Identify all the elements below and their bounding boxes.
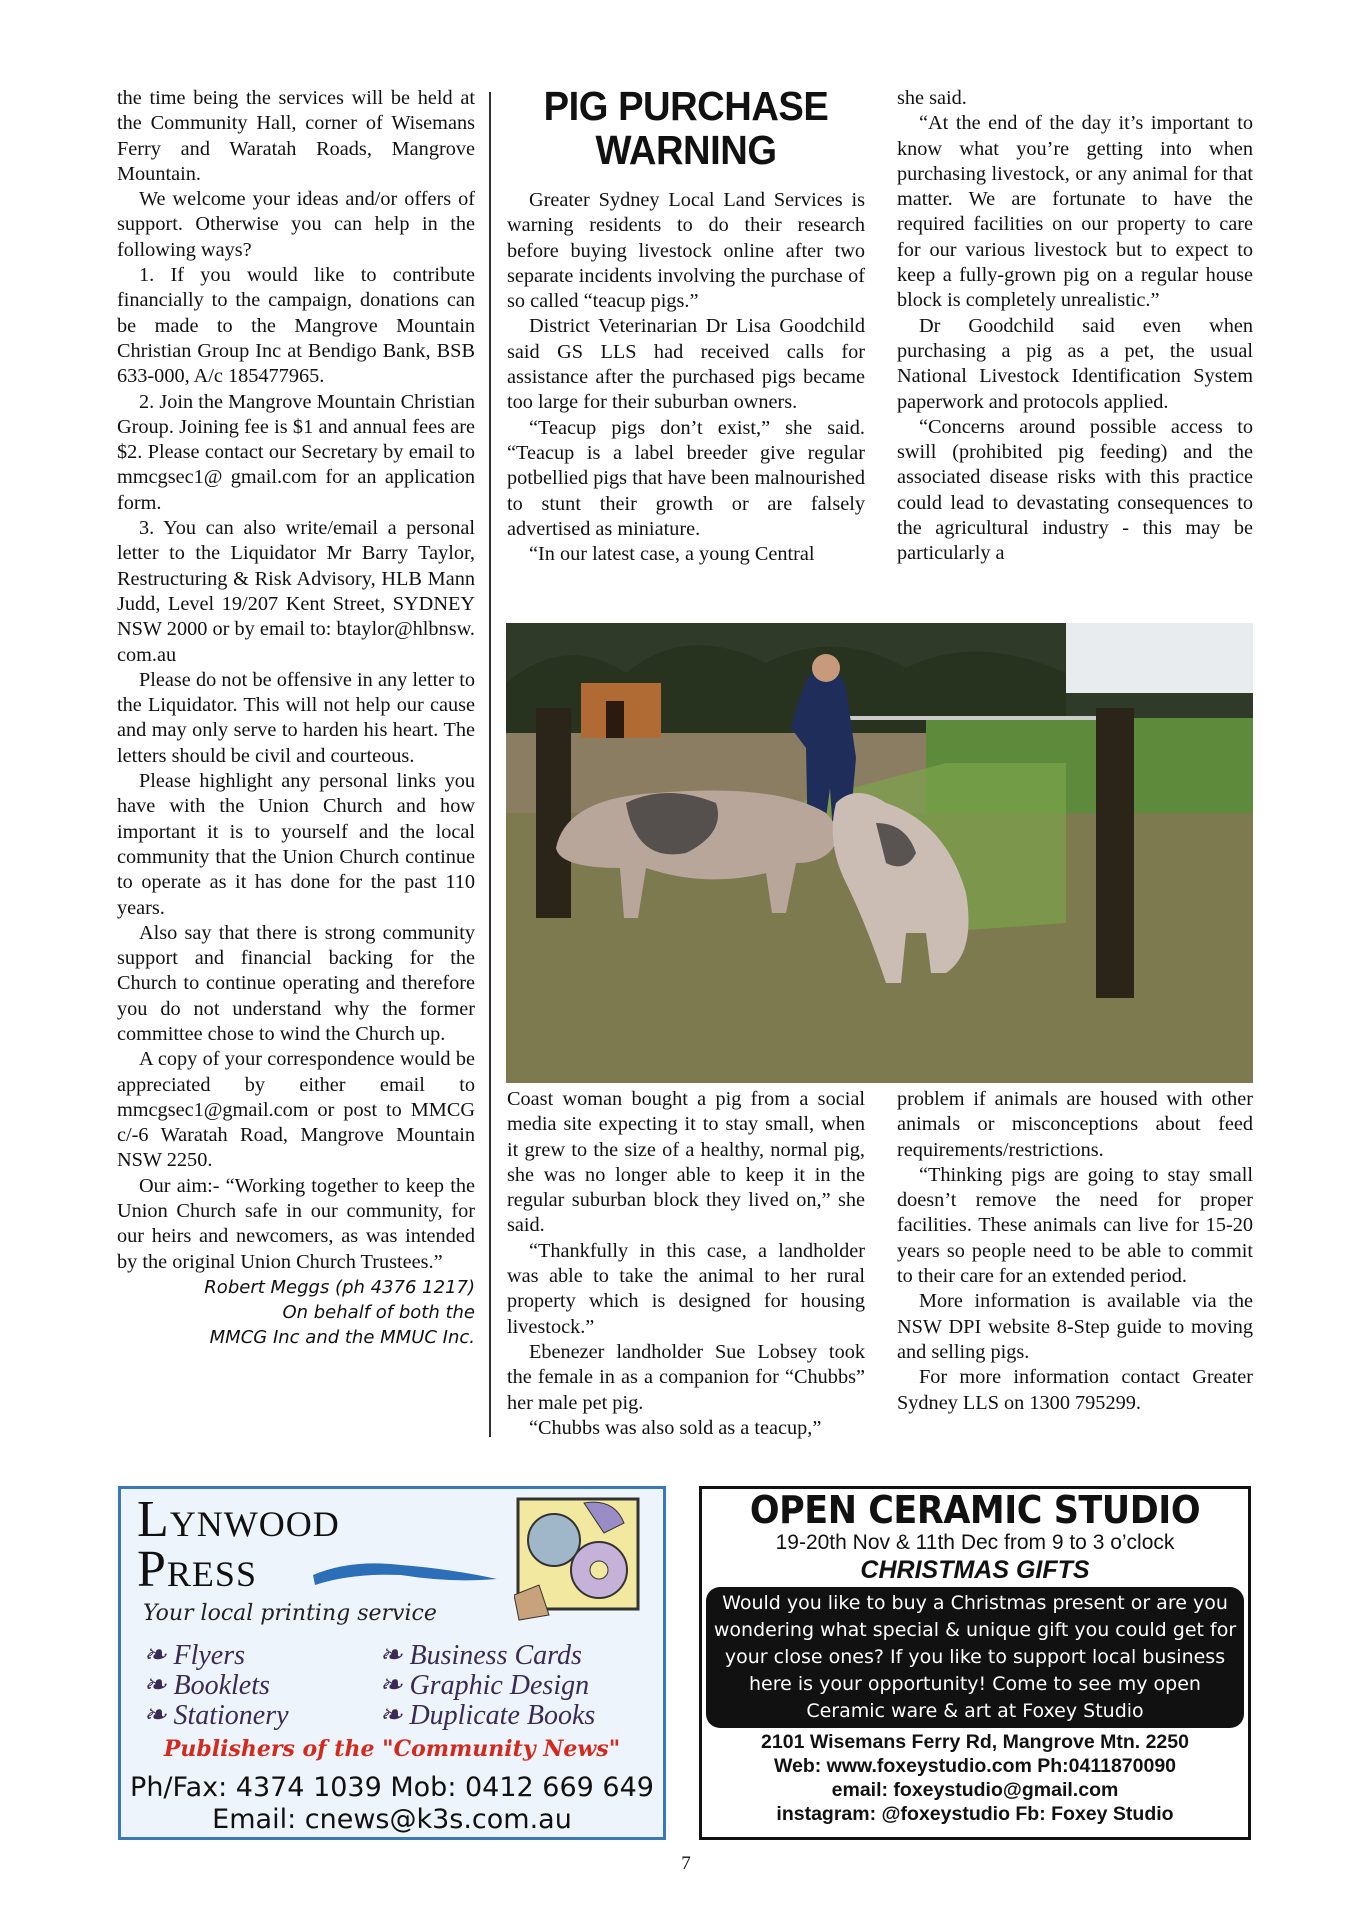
- paragraph: “Chubbs was also sold as a teacup,”: [529, 1416, 822, 1439]
- services-list-right: [379, 1641, 595, 1731]
- paragraph: District Veterinarian Dr Lisa Goodchild said GS LLS had received calls for assistance after the purchased pigs became too large for their suburban owners.: [507, 315, 865, 414]
- service-item: ❧ Business Cards: [379, 1640, 582, 1671]
- paragraph: We welcome your ideas and/or offers of support. Otherwise you can help in the following ways?: [117, 188, 475, 261]
- paragraph: Also say that there is strong community support and financial backing for the Church to continue operating and therefore you do not understand why the former committee chose to wind the Church up.: [117, 921, 475, 1045]
- ad-social: instagram: @foxeystudio Fb: Foxey Studio: [776, 1803, 1174, 1825]
- ad-subtitle: CHRISTMAS GIFTS: [860, 1556, 1090, 1584]
- paragraph: 3. You can also write/email a personal letter to the Liquidator Mr Barry Taylor, Restructuring & Risk Advisory, HLB Mann Judd, Level 19/207 Kent Street, SYDNEY NSW 2000 or by email to: btaylor@hlbnsw. com.au: [117, 517, 475, 666]
- paragraph: More information is available via the NSW DPI website 8-Step guide to moving and selling pigs.: [897, 1290, 1253, 1363]
- paragraph: Our aim:- “Working together to keep the Union Church safe in our community, for our heirs and newcomers, as was intended by the original Union Church Trustees.”: [117, 1174, 475, 1273]
- column-divider: [489, 92, 491, 1437]
- paragraph: “In our latest case, a young Central: [529, 543, 815, 566]
- ad-tagline: Your local printing service: [143, 1601, 437, 1626]
- ad-email: email: foxeystudio@gmail.com: [831, 1779, 1119, 1801]
- article-column-middle-continued: [507, 1087, 865, 1441]
- service-item: ❧ Stationery: [143, 1700, 289, 1731]
- paragraph: Please do not be offensive in any letter to the Liquidator. This will not help our cause and may only serve to harden his heart. The letters should be civil and courteous.: [117, 668, 475, 767]
- service-item: ❧ Graphic Design: [379, 1670, 590, 1701]
- paragraph: For more information contact Greater Sydney LLS on 1300 795299.: [897, 1366, 1253, 1414]
- email: Email: cnews@k3s.com.au: [212, 1804, 572, 1835]
- signature-line: On behalf of both the: [282, 1301, 475, 1323]
- article-column-right-continued: [897, 1087, 1253, 1416]
- ad-dates: 19-20th Nov & 11th Dec from 9 to 3 o’clock: [775, 1531, 1175, 1554]
- paragraph: problem if animals are housed with other animals or misconceptions about feed requirements/restrictions.: [897, 1088, 1253, 1161]
- article-column-middle: [507, 188, 865, 567]
- paragraph: she said.: [897, 87, 967, 109]
- ad-address: 2101 Wisemans Ferry Rd, Mangrove Mtn. 2250: [761, 1731, 1189, 1753]
- paragraph: “Thankfully in this case, a landholder was able to take the animal to her rural property which is designed for housing livestock.”: [507, 1239, 865, 1338]
- brush-stroke-icon: [311, 1557, 501, 1587]
- headline-line: PIG PURCHASE: [543, 83, 829, 129]
- paragraph: Ebenezer landholder Sue Lobsey took the female in as a companion for “Chubbs” her male pet pig.: [507, 1340, 865, 1414]
- article-headline: [520, 84, 853, 172]
- paragraph: “At the end of the day it’s important to know what you’re getting into when purchasing livestock, or any animal for that matter. We are fortunate to have the required facilities on our property to care for our various livestock but to expect to keep a fully-grown pig on a regular house block is completely unrealistic.”: [897, 112, 1253, 312]
- paragraph: “Teacup pigs don’t exist,” she said. “Teacup is a label breeder give regular potbellied pigs that have been malnourished to stunt their growth or are falsely advertised as miniature.: [507, 416, 865, 540]
- paragraph: Greater Sydney Local Land Services is warning residents to do their research before buying livestock online after two separate incidents involving the purchase of so called “teacup pigs.”: [507, 189, 865, 313]
- paragraph: the time being the services will be held at the Community Hall, corner of Wisemans Ferry and Waratah Roads, Mangrove Mountain.: [117, 87, 475, 185]
- contact-info: [121, 1772, 663, 1836]
- ad-title-line: Press: [137, 1541, 257, 1598]
- printing-press-logo-icon: [514, 1495, 644, 1623]
- paragraph: 2. Join the Mangrove Mountain Christian Group. Joining fee is $1 and annual fees are $2. Please contact our Secretary by email to mmcgsec1@ gmail.com for an application form.: [117, 390, 475, 514]
- paragraph: Please highlight any personal links you have with the Union Church and how important it is to yourself and the local community that the Union Church continue to operate as it has done for the past 110 years.: [117, 770, 475, 919]
- paragraph: Coast woman bought a pig from a social media site expecting it to stay small, when it grew to the size of a healthy, normal pig, she was no longer able to keep it in the regular suburban block they lived on,” she said.: [507, 1088, 865, 1237]
- article-column-right: [897, 86, 1253, 567]
- page-number: 7: [681, 1853, 691, 1874]
- ceramic-studio-ad: [699, 1486, 1251, 1840]
- paragraph: 1. If you would like to contribute financially to the campaign, donations can be made to the Mangrove Mountain Christian Group Inc at Bendigo Bank, BSB 633-000, A/c 185477965.: [117, 264, 475, 388]
- service-item: ❧ Duplicate Books: [379, 1700, 596, 1731]
- pigs-photo: [506, 623, 1253, 1083]
- left-column: [117, 86, 475, 1350]
- paragraph: “Thinking pigs are going to stay small doesn’t remove the need for proper facilities. These animals can live for 15-20 years so people need to be able to commit to their care for an extended period.: [897, 1163, 1253, 1288]
- paragraph: A copy of your correspondence would be appreciated by either email to mmcgsec1@gmail.com or post to MMCG c/-6 Waratah Road, Mangrove Mountain NSW 2250.: [117, 1048, 475, 1172]
- ad-title: OPEN CERAMIC STUDIO: [749, 1488, 1201, 1532]
- service-item: ❧ Flyers: [143, 1640, 245, 1671]
- headline-line: WARNING: [595, 127, 777, 173]
- publishers-note: Publishers of the "Community News": [163, 1736, 621, 1762]
- ad-title-line: Lynwood: [137, 1491, 340, 1548]
- service-item: ❧ Booklets: [143, 1670, 270, 1701]
- lynwood-press-ad: [118, 1486, 666, 1840]
- ad-blurb: Would you like to buy a Christmas present or are you wondering what special & unique gift you could get for your close ones? If you like to support local business here is your opportunity! Come to see my open Ceramic ware & art at Foxey Studio: [706, 1587, 1244, 1728]
- paragraph: “Concerns around possible access to swill (prohibited pig feeding) and the associated disease risks with this practice could lead to devastating consequences to the agricultural industry - this may be particularly a: [897, 415, 1253, 565]
- ad-web: Web: www.foxeystudio.com Ph:0411870090: [773, 1755, 1177, 1777]
- services-list-left: [143, 1641, 289, 1731]
- phone: Ph/Fax: 4374 1039 Mob: 0412 669 649: [130, 1772, 654, 1803]
- signature-line: MMCG Inc and the MMUC Inc.: [209, 1326, 475, 1348]
- paragraph: Dr Goodchild said even when purchasing a pig as a pet, the usual National Livestock Identification System paperwork and protocols applied.: [897, 314, 1253, 413]
- signature-name: Robert Meggs (ph 4376 1217): [204, 1276, 475, 1298]
